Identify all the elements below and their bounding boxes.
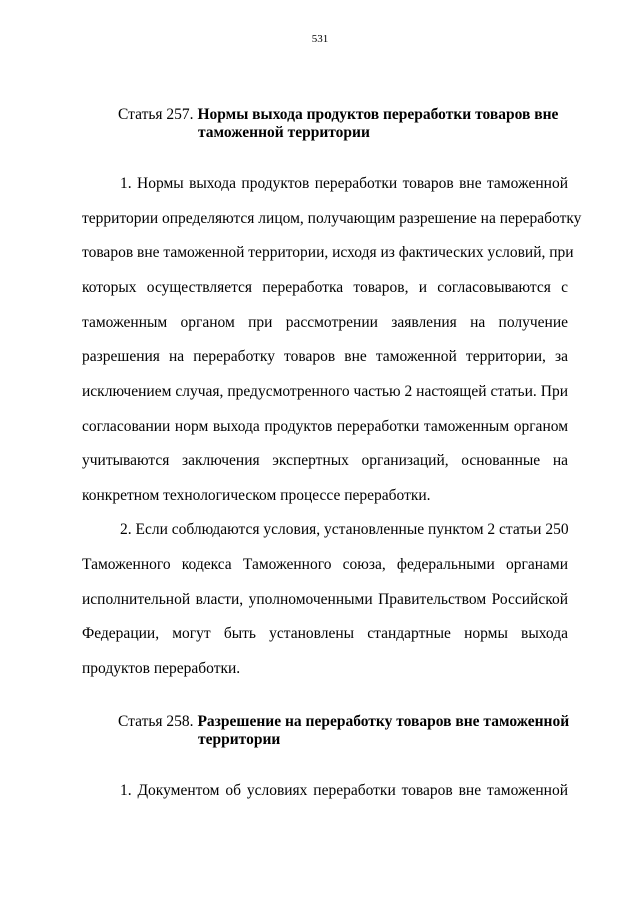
article-257-heading bbox=[118, 106, 578, 142]
text-line: согласовании норм выхода продуктов переработки таможенным органом bbox=[82, 418, 568, 435]
text-line: исключением случая, предусмотренного частью 2 настоящей статьи. При bbox=[82, 383, 568, 400]
text-line: конкретном технологическом процессе переработки. bbox=[82, 487, 431, 504]
text-line: 1. Нормы выхода продуктов переработки товаров вне таможенной bbox=[120, 175, 568, 192]
text-line: которых осуществляется переработка товаров, и согласовываются с bbox=[82, 279, 568, 296]
text-line: территории определяются лицом, получающим разрешение на переработку bbox=[82, 210, 582, 227]
article-257-title-line1: Нормы выхода продуктов переработки товаров вне bbox=[197, 106, 559, 123]
text-line: продуктов переработки. bbox=[82, 660, 241, 677]
article-258-title-line1: Разрешение на переработку товаров вне таможенной bbox=[197, 713, 570, 730]
article-258-label: Статья 258. bbox=[118, 713, 194, 730]
text-line: таможенным органом при рассмотрении заявления на получение bbox=[82, 314, 568, 331]
article-257-title-line2: таможенной территории bbox=[198, 124, 370, 141]
article-258-title-line2: территории bbox=[198, 731, 281, 748]
text-line: Федерации, могут быть установлены стандартные нормы выхода bbox=[82, 625, 568, 642]
text-line: 1. Документом об условиях переработки товаров вне таможенной bbox=[120, 782, 568, 799]
text-line: Таможенного кодекса Таможенного союза, федеральными органами bbox=[82, 556, 568, 573]
text-line: 2. Если соблюдаются условия, установленные пунктом 2 статьи 250 bbox=[120, 521, 569, 538]
text-line: исполнительной власти, уполномоченными Правительством Российской bbox=[82, 591, 568, 608]
page-number: 531 bbox=[311, 33, 329, 45]
text-line: учитываются заключения экспертных организаций, основанные на bbox=[82, 452, 568, 469]
article-257-label: Статья 257. bbox=[118, 106, 194, 123]
text-line: разрешения на переработку товаров вне таможенной территории, за bbox=[82, 348, 568, 365]
article-258-heading bbox=[118, 713, 578, 749]
text-line: товаров вне таможенной территории, исходя из фактических условий, при bbox=[82, 244, 574, 261]
